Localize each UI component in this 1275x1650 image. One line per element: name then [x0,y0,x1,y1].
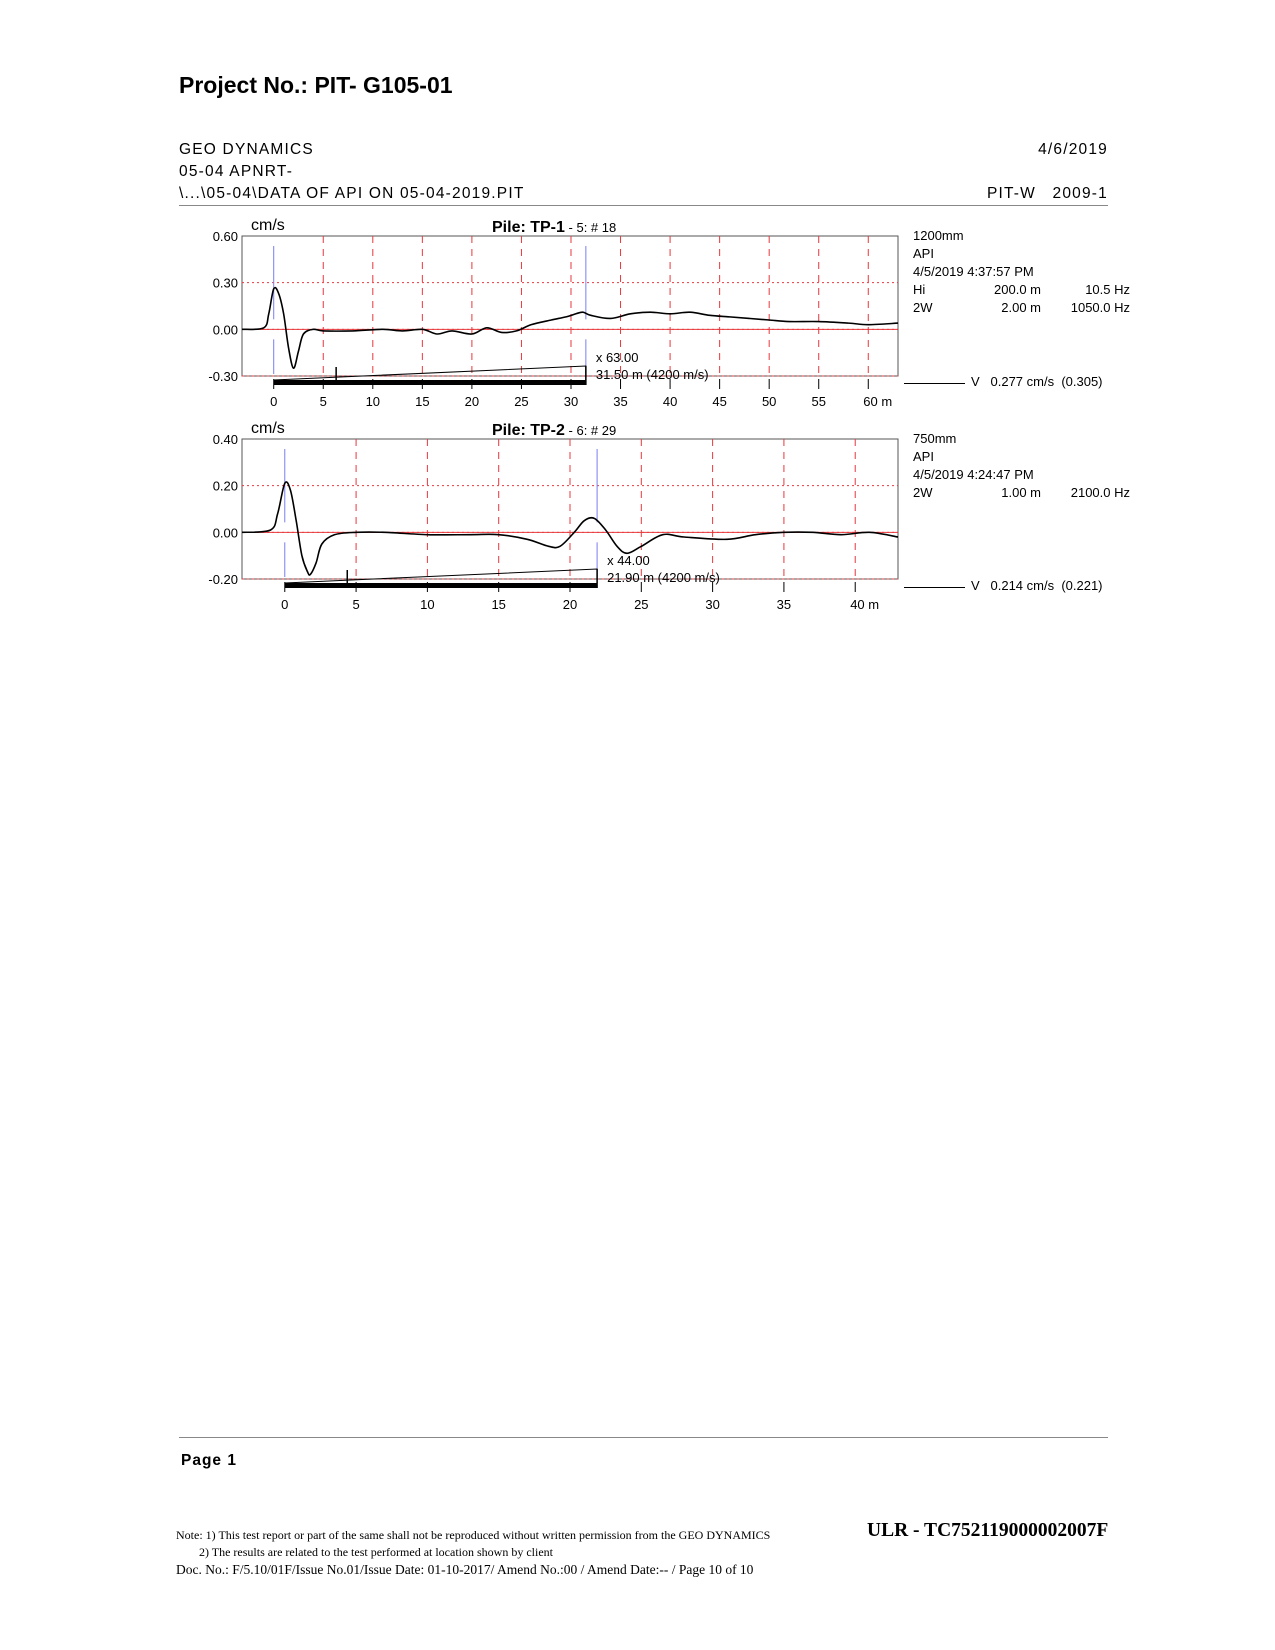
x-tick-label: 20 [562,597,578,612]
x-tick-label: 60 m [863,394,893,409]
pile-length-label: 31.50 m (4200 m/s) [595,367,709,382]
y-tick-label: 0.00 [212,525,238,541]
depth-scale-bar [285,583,597,588]
y-tick-label: 0.00 [212,322,238,338]
x-tick-label: 20 [464,394,480,409]
y-tick-label: -0.20 [208,572,238,587]
software-version: PIT-W 2009-1 [986,185,1108,202]
chart-title-bold: Pile: TP-2 [492,422,565,439]
x-tick-label: 30 [563,394,579,409]
y-tick-label: -0.30 [208,369,238,384]
pile-location: API [913,449,934,464]
footer-divider [179,1437,1108,1438]
x-tick-label: 35 [776,597,792,612]
test-timestamp: 4/5/2019 4:24:47 PM [913,467,1034,482]
file-path: \...\05-04\DATA OF API ON 05-04-2019.PIT [179,185,525,202]
document-number: Doc. No.: F/5.10/01F/Issue No.01/Issue Date: 01-10-2017/ Amend No.:00 / Amend Date:-- / Page 10 of 10 [176,1562,754,1577]
x-tick-label: 10 [365,394,381,409]
report-date: 4/6/2019 [1038,141,1108,158]
2w-label: 2W [913,300,933,315]
chart-title [492,422,616,439]
2w-frequency: 1050.0 Hz [1070,300,1130,315]
x-tick-label: 5 [352,597,360,612]
y-tick-label: 0.20 [212,478,238,494]
pile-diameter: 750mm [913,431,957,446]
hi-label: Hi [913,282,926,297]
company-name: GEO DYNAMICS [179,141,314,158]
y-unit-label: cm/s [251,217,285,234]
2w-frequency: 2100.0 Hz [1070,485,1130,500]
project-number: Project No.: PIT- G105-01 [179,72,453,98]
pile-length-label: 21.90 m (4200 m/s) [607,570,720,585]
chart-title: Pile: TP-1 - 5: # 18 [492,219,617,236]
hi-length: 200.0 m [994,282,1041,297]
x-tick-label: 0 [270,394,278,409]
x-tick-label: 0 [281,597,289,612]
x-tick-label: 35 [613,394,628,409]
x-tick-label: 40 [662,394,678,409]
x-tick-label: 45 [712,394,727,409]
x-tick-label: 40 m [850,597,880,612]
plot-area [208,432,898,612]
amplification-label: x 63.00 [595,350,639,365]
legend-velocity: V 0.214 cm/s (0.221) [971,578,1103,593]
pile-location: API [913,246,934,261]
hi-frequency: 10.5 Hz [1085,282,1130,297]
pile-tp2-chart [0,0,1275,640]
page-label: Page 1 [181,1452,237,1469]
x-tick-label: 10 [420,597,435,612]
amplification-wedge [285,569,597,583]
x-tick-label: 15 [491,597,506,612]
ulr-number: ULR - TC752119000002007F [867,1520,1109,1541]
2w-length: 2.00 m [1001,300,1041,315]
y-unit-label: cm/s [251,420,285,437]
x-tick-label: 15 [415,394,430,409]
2w-length: 1.00 m [1001,485,1041,500]
x-tick-label: 55 [811,394,826,409]
footer-note-1: Note: 1) This test report or part of the same shall not be reproduced without written permission from the GEO DYNAMICS [176,1528,771,1542]
pile-diameter: 1200mm [913,228,964,243]
test-timestamp: 4/5/2019 4:37:57 PM [913,264,1034,279]
x-tick-label: 25 [514,394,529,409]
amplification-label: x 44.00 [607,553,650,568]
x-tick-label: 50 [761,394,777,409]
x-tick-label: 5 [319,394,327,409]
chart-title-detail: - 6: # 29 [564,423,617,438]
legend-velocity: V 0.277 cm/s (0.305) [971,374,1103,389]
x-tick-label: 25 [634,597,649,612]
site-name: 05-04 APNRT- [179,163,294,180]
y-tick-label: 0.40 [212,432,238,447]
2w-label: 2W [913,485,933,500]
y-tick-label: 0.60 [212,229,238,244]
y-tick-label: 0.30 [212,275,238,291]
footer-note-2: 2) The results are related to the test performed at location shown by client [199,1545,553,1559]
x-tick-label: 30 [705,597,720,612]
